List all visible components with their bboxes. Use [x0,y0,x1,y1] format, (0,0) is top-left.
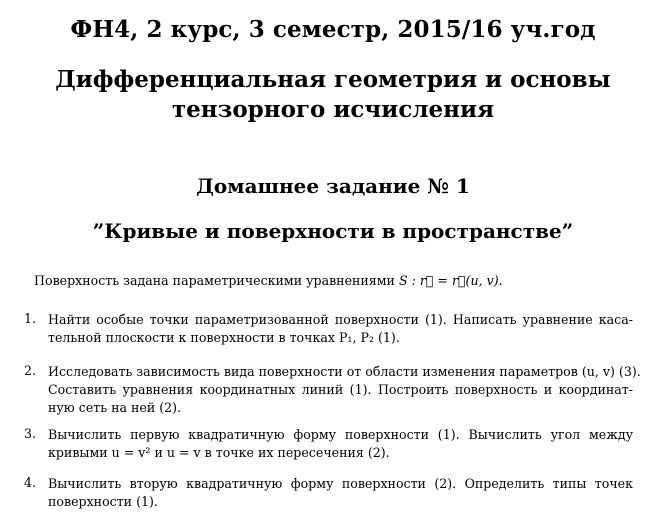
subject-line-2: тензорного исчисления [171,96,495,123]
task-number: 3. [24,426,37,441]
intro-text: Поверхность задана параметрическими уравнениями [34,273,395,288]
task-line: Найти особые точки параметризованной поверхности (1). Написать уравнение каса- [48,312,633,327]
assignment-topic: ”Кривые и поверхности в пространстве” [92,219,574,243]
task-line: Вычислить вторую квадратичную форму поверхности (2). Определить типы точек [48,476,633,491]
task-line: Исследовать зависимость вида поверхности от области изменения параметров (u, v) (3). [48,364,641,379]
intro-formula: S : r⃗ = r⃗(u, v). [398,273,503,288]
subject-line-1: Дифференциальная геометрия и основы [55,66,611,93]
task-line: тельной плоскости к поверхности в точках P₁, P₂ (1). [48,330,400,345]
course-line: ФН4, 2 курс, 3 семестр, 2015/16 уч.год [70,16,596,43]
assignment-title: Домашнее задание № 1 [196,174,470,198]
task-number: 1. [24,311,37,326]
task-line: кривыми u = v² и u = v в точке их пересечения (2). [48,445,390,460]
task-number: 2. [24,363,37,378]
task-line: поверхности (1). [48,494,158,509]
task-line: Вычислить первую квадратичную форму поверхности (1). Вычислить угол между [48,427,633,442]
task-number: 4. [24,475,37,490]
task-line: Составить уравнения координатных линий (1). Построить поверхность и координат- [48,382,633,397]
intro-paragraph [34,273,503,288]
task-line: ную сеть на ней (2). [48,400,182,415]
